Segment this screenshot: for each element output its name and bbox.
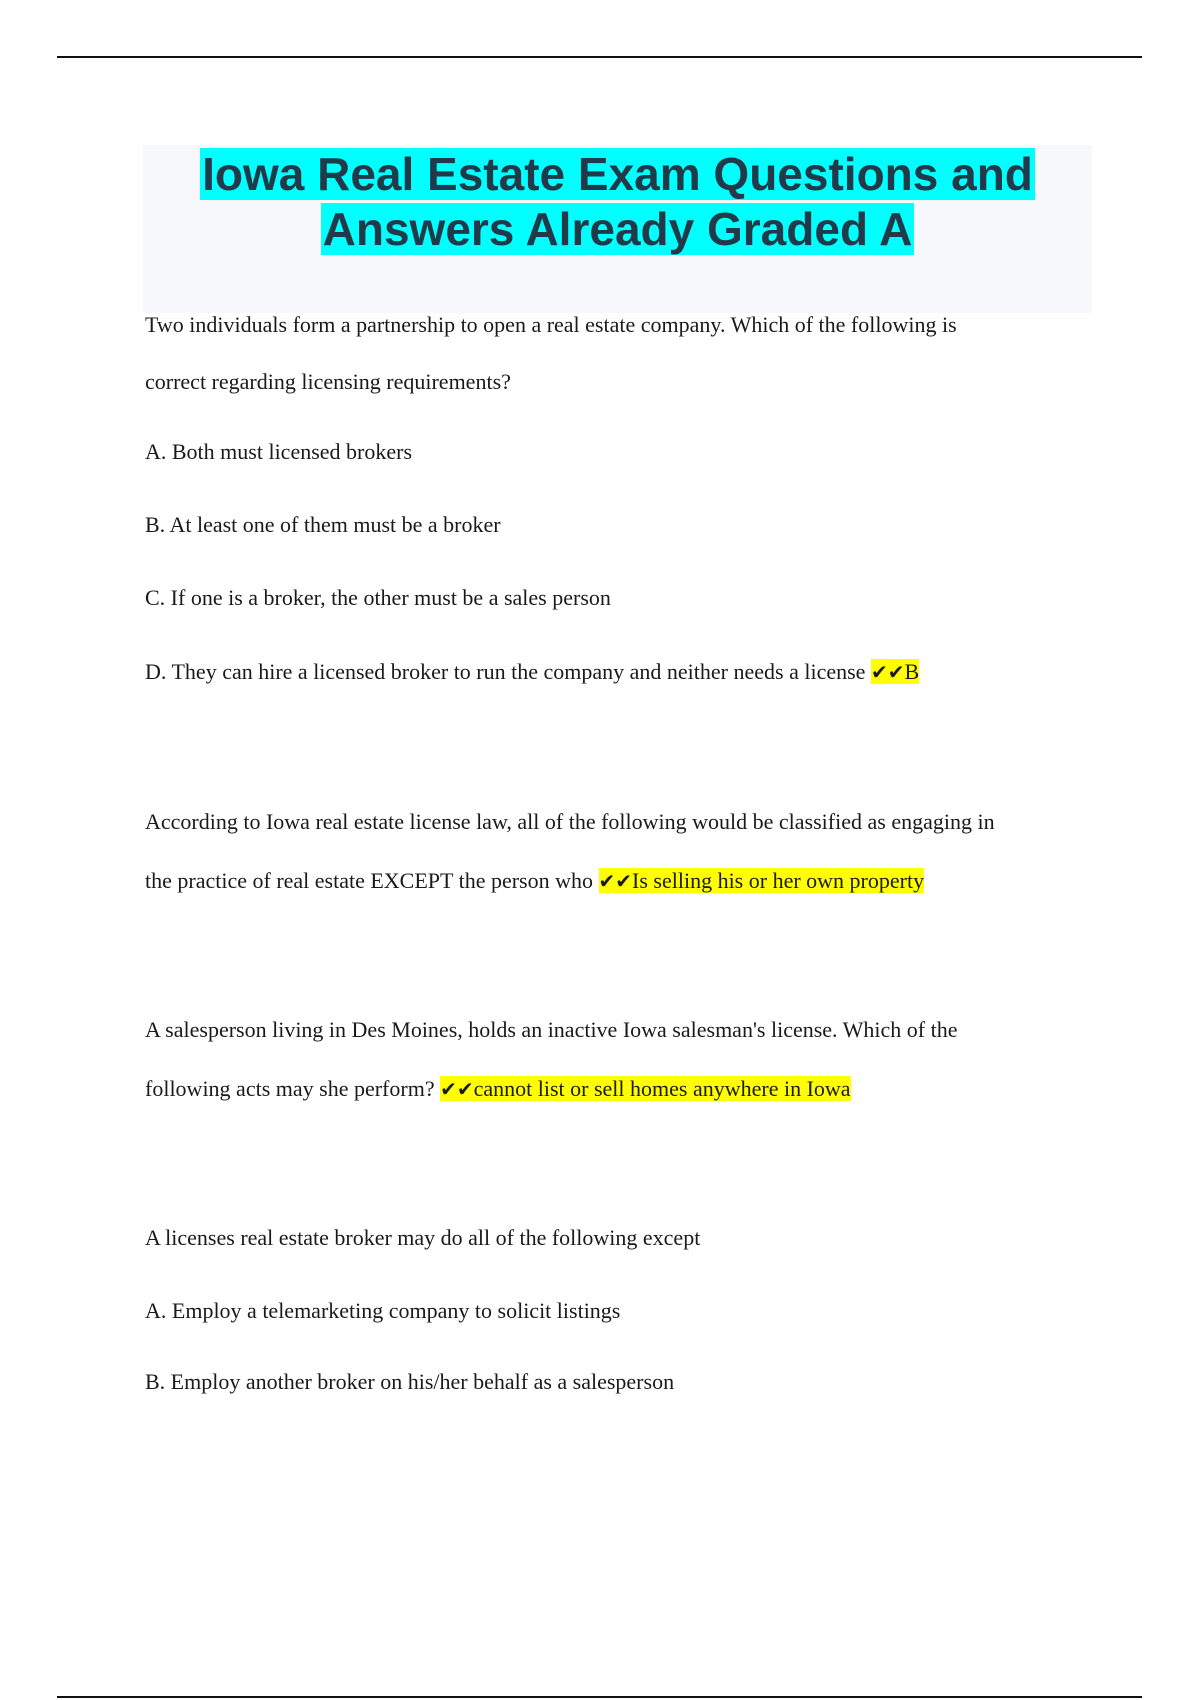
question-2-answer [599,868,925,893]
question-3-text-line-1: A salesperson living in Des Moines, holds an inactive Iowa salesman's license. Which of the [145,1017,958,1042]
checkmark-icon: ✔✔ [870,660,905,684]
question-1-option-a: A. Both must licensed brokers [145,439,413,464]
question-1-option-b: B. At least one of them must be a broker [145,512,501,537]
question-4-option-a: A. Employ a telemarketing company to solicit listings [145,1298,621,1323]
question-1-option-d-text: D. They can hire a licensed broker to run the company and neither needs a license [145,659,866,684]
question-1-answer [871,659,919,684]
question-2-text-line-2-text: the practice of real estate EXCEPT the person who [145,868,593,893]
document-title [143,145,1092,257]
question-1-text-line-2: correct regarding licensing requirements? [145,369,511,394]
question-1-text-line-1: Two individuals form a partnership to open a real estate company. Which of the following is [145,312,957,337]
question-1-option-d [145,658,919,686]
checkmark-icon: ✔✔ [598,869,633,893]
title-banner [143,145,1092,313]
question-1-option-c: C. If one is a broker, the other must be a sales person [145,585,611,610]
question-3-text-line-2 [145,1075,851,1103]
question-2-text-line-2 [145,867,924,895]
bottom-rule [57,1696,1142,1698]
question-4-text-line-1: A licenses real estate broker may do all of the following except [145,1225,701,1250]
question-3-answer-text: cannot list or sell homes anywhere in Iowa [473,1076,851,1101]
title-line-2: Answers Already Graded A [322,203,913,255]
title-line-1: Iowa Real Estate Exam Questions and [202,148,1033,200]
checkmark-icon: ✔✔ [440,1077,474,1101]
top-rule [57,56,1142,58]
question-2-text-line-1: According to Iowa real estate license law, all of the following would be classified as engaging in [145,809,995,834]
question-2-answer-text: Is selling his or her own property [632,868,925,893]
question-3-answer [440,1076,850,1101]
question-4-option-b: B. Employ another broker on his/her behalf as a salesperson [145,1369,675,1394]
question-3-text-line-2-text: following acts may she perform? [145,1076,435,1101]
question-1-answer-text: B [904,659,920,684]
